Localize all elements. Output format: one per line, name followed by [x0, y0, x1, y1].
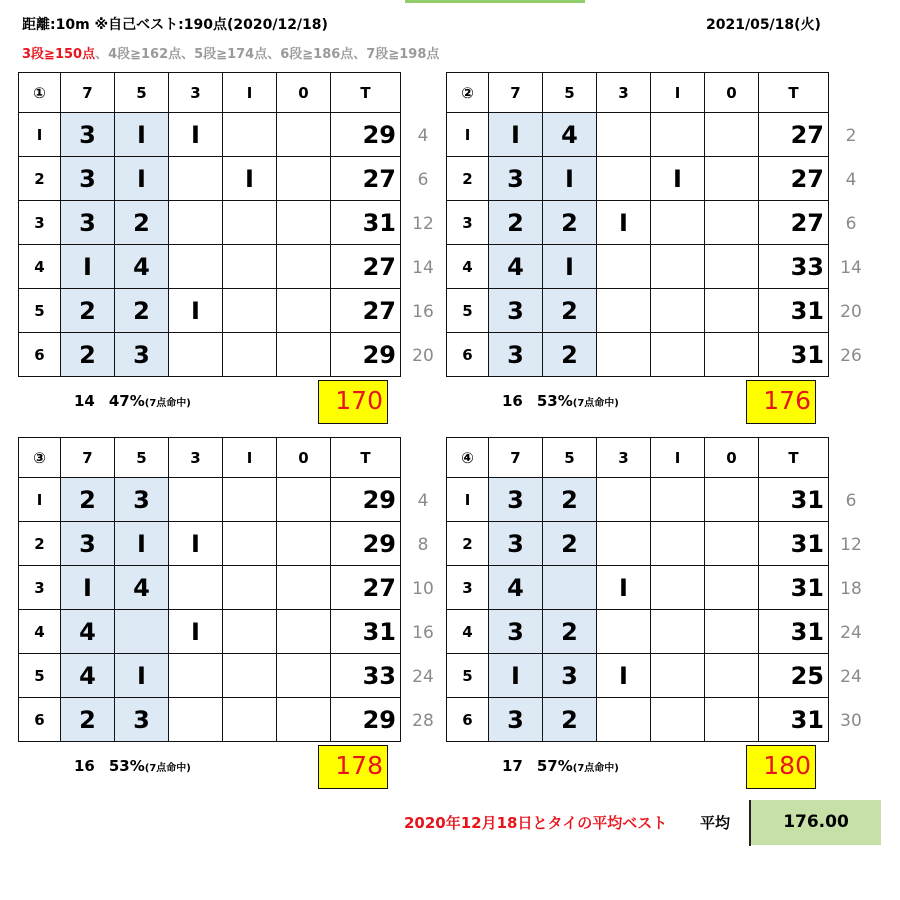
hit-stats: [502, 757, 619, 775]
end-number: 5: [447, 654, 489, 698]
tie-best-note: 2020年12月18日とタイの平均ベスト: [404, 814, 668, 832]
table-row: [447, 333, 829, 377]
cumulative-count: 26: [840, 346, 862, 366]
table-row: [447, 289, 829, 333]
hit-count-cell: [651, 566, 705, 610]
column-header: 5: [543, 438, 597, 478]
hit-count-cell: [705, 289, 759, 333]
hit-count-cell: [169, 201, 223, 245]
hit-count-cell: 3: [489, 522, 543, 566]
hit-count-cell: [597, 333, 651, 377]
column-header: 0: [277, 438, 331, 478]
hit-count-cell: [705, 113, 759, 157]
table-row: [19, 157, 401, 201]
end-number: 6: [447, 698, 489, 742]
hit-count-cell: [277, 522, 331, 566]
column-header: T: [759, 73, 829, 113]
seven-hit-count: 16: [502, 392, 523, 410]
average-value: 176.00: [751, 800, 881, 845]
hit-count-cell: I: [223, 157, 277, 201]
hit-count-cell: [651, 201, 705, 245]
end-total-cell: 27: [759, 157, 829, 201]
end-total-cell: 29: [331, 522, 401, 566]
cumulative-count: 6: [845, 214, 857, 234]
distance-best-info: 距離:10m ※自己ベスト:190点(2020/12/18): [22, 17, 328, 33]
hit-count-cell: I: [597, 201, 651, 245]
score-table: [446, 437, 829, 742]
end-total-cell: 31: [759, 698, 829, 742]
hit-count-cell: [705, 333, 759, 377]
hit-count-cell: [169, 566, 223, 610]
score-header-row: [447, 438, 829, 478]
round-total-score: 178: [318, 745, 388, 789]
seven-hit-note: (7点命中): [572, 398, 619, 409]
cumulative-count: 16: [412, 302, 434, 322]
hit-count-cell: I: [115, 113, 169, 157]
hit-count-cell: 3: [115, 478, 169, 522]
hit-count-cell: 3: [489, 610, 543, 654]
table-row: [19, 478, 401, 522]
cumulative-count: 14: [412, 258, 434, 278]
seven-hit-count: 17: [502, 757, 523, 775]
hit-count-cell: [277, 201, 331, 245]
column-header: 0: [277, 73, 331, 113]
hit-count-cell: [169, 654, 223, 698]
round-total-score: 180: [746, 745, 816, 789]
table-row: [447, 245, 829, 289]
end-total-cell: 31: [331, 610, 401, 654]
table-row: [447, 522, 829, 566]
cumulative-count: 20: [412, 346, 434, 366]
hit-count-cell: 3: [61, 113, 115, 157]
hit-count-cell: [651, 610, 705, 654]
table-row: [447, 113, 829, 157]
column-header: 7: [489, 438, 543, 478]
hit-count-cell: 2: [543, 522, 597, 566]
hit-count-cell: [651, 289, 705, 333]
hit-count-cell: 2: [61, 333, 115, 377]
session-date: 2021/05/18(火): [706, 17, 821, 33]
table-row: [19, 333, 401, 377]
hit-count-cell: 2: [543, 201, 597, 245]
score-table: [18, 72, 401, 377]
hit-count-cell: [277, 289, 331, 333]
column-header: I: [223, 438, 277, 478]
seven-hit-count: 16: [74, 757, 95, 775]
cumulative-count: 6: [845, 491, 857, 511]
end-total-cell: 31: [759, 289, 829, 333]
column-header: 7: [61, 73, 115, 113]
hit-count-cell: I: [115, 654, 169, 698]
cumulative-count: 12: [840, 535, 862, 555]
hit-count-cell: 3: [115, 333, 169, 377]
end-number: 2: [19, 522, 61, 566]
end-total-cell: 29: [331, 333, 401, 377]
cumulative-count: 18: [840, 579, 862, 599]
cumulative-count: 4: [417, 491, 429, 511]
hit-count-cell: [169, 698, 223, 742]
hit-count-cell: [223, 201, 277, 245]
score-header-row: [19, 438, 401, 478]
hit-count-cell: [705, 245, 759, 289]
end-number: I: [19, 478, 61, 522]
hit-count-cell: [705, 157, 759, 201]
cumulative-count: 20: [840, 302, 862, 322]
table-row: [19, 245, 401, 289]
hit-count-cell: [705, 566, 759, 610]
score-table: [18, 437, 401, 742]
hit-count-cell: I: [61, 566, 115, 610]
hit-count-cell: [597, 157, 651, 201]
end-number: 4: [447, 610, 489, 654]
hit-count-cell: [169, 478, 223, 522]
table-row: [19, 566, 401, 610]
hit-count-cell: I: [543, 245, 597, 289]
cumulative-count: 8: [417, 535, 429, 555]
hit-count-cell: 3: [489, 289, 543, 333]
column-header: 3: [169, 438, 223, 478]
end-total-cell: 29: [331, 478, 401, 522]
hit-count-cell: I: [169, 113, 223, 157]
cumulative-count: 2: [845, 126, 857, 146]
table-row: [447, 157, 829, 201]
hit-count-cell: I: [115, 157, 169, 201]
hit-count-cell: [651, 478, 705, 522]
hit-count-cell: 2: [61, 698, 115, 742]
end-total-cell: 31: [759, 478, 829, 522]
column-header: 3: [169, 73, 223, 113]
hit-count-cell: 2: [115, 289, 169, 333]
hit-count-cell: [277, 333, 331, 377]
hit-count-cell: I: [169, 289, 223, 333]
score-panel-3: [18, 437, 458, 787]
cumulative-count: 30: [840, 711, 862, 731]
column-header: 3: [597, 73, 651, 113]
hit-count-cell: I: [489, 113, 543, 157]
column-header: 0: [705, 73, 759, 113]
cumulative-count: 10: [412, 579, 434, 599]
hit-count-cell: 2: [543, 478, 597, 522]
hit-count-cell: [597, 610, 651, 654]
table-row: [447, 478, 829, 522]
end-total-cell: 27: [331, 157, 401, 201]
hit-count-cell: [597, 522, 651, 566]
end-number: I: [447, 478, 489, 522]
hit-count-cell: I: [61, 245, 115, 289]
table-row: [19, 289, 401, 333]
hit-stats: [74, 757, 191, 775]
average-label: 平均: [700, 814, 731, 832]
end-number: I: [447, 113, 489, 157]
hit-count-cell: [277, 610, 331, 654]
column-header: I: [223, 73, 277, 113]
end-number: 3: [19, 201, 61, 245]
table-row: [447, 610, 829, 654]
seven-hit-percent: 47%: [108, 392, 145, 410]
table-row: [447, 698, 829, 742]
hit-count-cell: [223, 698, 277, 742]
hit-count-cell: I: [115, 522, 169, 566]
end-total-cell: 27: [759, 201, 829, 245]
hit-count-cell: 3: [489, 478, 543, 522]
hit-count-cell: 2: [61, 478, 115, 522]
hit-stats: [502, 392, 619, 410]
end-total-cell: 31: [759, 333, 829, 377]
hit-count-cell: [651, 333, 705, 377]
rank-thresholds: [22, 43, 439, 62]
end-total-cell: 31: [331, 201, 401, 245]
seven-hit-note: (7点命中): [144, 398, 191, 409]
column-header: I: [651, 438, 705, 478]
hit-count-cell: I: [489, 654, 543, 698]
table-row: [447, 566, 829, 610]
hit-count-cell: 4: [61, 610, 115, 654]
rank-threshold-others: 、4段≧162点、5段≧174点、6段≧186点、7段≧198点: [95, 47, 440, 62]
hit-count-cell: [651, 113, 705, 157]
table-row: [19, 201, 401, 245]
hit-count-cell: [597, 289, 651, 333]
hit-count-cell: 4: [543, 113, 597, 157]
table-row: [19, 610, 401, 654]
end-number: 6: [19, 698, 61, 742]
seven-hit-percent: 57%: [536, 757, 573, 775]
hit-count-cell: [543, 566, 597, 610]
hit-count-cell: 4: [489, 245, 543, 289]
seven-hit-percent: 53%: [536, 392, 573, 410]
hit-count-cell: [169, 157, 223, 201]
cumulative-count: 6: [417, 170, 429, 190]
end-number: 4: [19, 245, 61, 289]
hit-count-cell: 3: [61, 201, 115, 245]
table-row: [19, 113, 401, 157]
hit-count-cell: 3: [115, 698, 169, 742]
hit-count-cell: 4: [115, 245, 169, 289]
hit-count-cell: [651, 654, 705, 698]
hit-count-cell: 3: [489, 698, 543, 742]
cumulative-count: 4: [845, 170, 857, 190]
hit-count-cell: [169, 245, 223, 289]
hit-count-cell: [705, 522, 759, 566]
end-total-cell: 31: [759, 522, 829, 566]
score-panel-1: [18, 72, 458, 422]
hit-count-cell: [223, 478, 277, 522]
round-label: ①: [19, 73, 61, 113]
end-number: 2: [447, 157, 489, 201]
score-panel-2: [446, 72, 886, 422]
seven-hit-note: (7点命中): [572, 763, 619, 774]
end-number: 3: [19, 566, 61, 610]
hit-count-cell: I: [543, 157, 597, 201]
table-row: [447, 654, 829, 698]
end-number: I: [19, 113, 61, 157]
hit-count-cell: I: [597, 654, 651, 698]
top-accent-line: [405, 0, 585, 3]
cumulative-count: 16: [412, 623, 434, 643]
hit-count-cell: 2: [543, 610, 597, 654]
hit-count-cell: [277, 654, 331, 698]
end-total-cell: 25: [759, 654, 829, 698]
end-number: 6: [19, 333, 61, 377]
end-number: 5: [19, 289, 61, 333]
end-total-cell: 27: [331, 245, 401, 289]
hit-count-cell: 4: [115, 566, 169, 610]
hit-count-cell: [651, 522, 705, 566]
end-number: 2: [447, 522, 489, 566]
seven-hit-note: (7点命中): [144, 763, 191, 774]
hit-count-cell: [597, 698, 651, 742]
hit-count-cell: 4: [61, 654, 115, 698]
hit-count-cell: 2: [543, 333, 597, 377]
score-header-row: [19, 73, 401, 113]
round-label: ④: [447, 438, 489, 478]
end-total-cell: 27: [759, 113, 829, 157]
cumulative-count: 24: [840, 667, 862, 687]
hit-count-cell: 4: [489, 566, 543, 610]
end-total-cell: 33: [759, 245, 829, 289]
hit-count-cell: [115, 610, 169, 654]
column-header: 5: [115, 438, 169, 478]
end-total-cell: 31: [759, 610, 829, 654]
hit-count-cell: I: [169, 522, 223, 566]
column-header: 7: [489, 73, 543, 113]
end-total-cell: 29: [331, 698, 401, 742]
end-number: 4: [447, 245, 489, 289]
rank-threshold-current: 3段≧150点: [22, 47, 96, 62]
cumulative-count: 28: [412, 711, 434, 731]
hit-count-cell: 2: [115, 201, 169, 245]
round-total-score: 170: [318, 380, 388, 424]
column-header: T: [331, 73, 401, 113]
table-row: [19, 654, 401, 698]
end-total-cell: 27: [331, 289, 401, 333]
hit-count-cell: [705, 478, 759, 522]
end-number: 4: [19, 610, 61, 654]
round-label: ③: [19, 438, 61, 478]
table-row: [19, 698, 401, 742]
end-number: 5: [19, 654, 61, 698]
hit-count-cell: [277, 566, 331, 610]
hit-count-cell: 3: [543, 654, 597, 698]
hit-count-cell: I: [651, 157, 705, 201]
end-number: 6: [447, 333, 489, 377]
end-total-cell: 29: [331, 113, 401, 157]
end-total-cell: 33: [331, 654, 401, 698]
hit-count-cell: 3: [489, 157, 543, 201]
hit-count-cell: 3: [61, 157, 115, 201]
hit-count-cell: [223, 610, 277, 654]
hit-count-cell: [223, 245, 277, 289]
column-header: 5: [115, 73, 169, 113]
hit-count-cell: I: [169, 610, 223, 654]
round-total-score: 176: [746, 380, 816, 424]
hit-count-cell: [705, 698, 759, 742]
column-header: 0: [705, 438, 759, 478]
hit-count-cell: [597, 113, 651, 157]
cumulative-count: 14: [840, 258, 862, 278]
hit-count-cell: 2: [543, 698, 597, 742]
hit-count-cell: [277, 245, 331, 289]
hit-count-cell: [705, 654, 759, 698]
hit-count-cell: [223, 654, 277, 698]
hit-count-cell: [223, 289, 277, 333]
cumulative-count: 24: [412, 667, 434, 687]
column-header: T: [759, 438, 829, 478]
score-header-row: [447, 73, 829, 113]
hit-count-cell: [223, 566, 277, 610]
seven-hit-percent: 53%: [108, 757, 145, 775]
score-table: [446, 72, 829, 377]
hit-count-cell: 2: [489, 201, 543, 245]
end-number: 5: [447, 289, 489, 333]
hit-count-cell: [277, 157, 331, 201]
round-label: ②: [447, 73, 489, 113]
column-header: 5: [543, 73, 597, 113]
hit-stats: [74, 392, 191, 410]
table-row: [19, 522, 401, 566]
cumulative-count: 12: [412, 214, 434, 234]
end-total-cell: 31: [759, 566, 829, 610]
table-row: [447, 201, 829, 245]
end-number: 2: [19, 157, 61, 201]
hit-count-cell: [705, 610, 759, 654]
column-header: 7: [61, 438, 115, 478]
hit-count-cell: [277, 478, 331, 522]
hit-count-cell: 3: [489, 333, 543, 377]
hit-count-cell: [169, 333, 223, 377]
score-panel-4: [446, 437, 886, 787]
end-number: 3: [447, 201, 489, 245]
hit-count-cell: [597, 245, 651, 289]
hit-count-cell: [223, 333, 277, 377]
seven-hit-count: 14: [74, 392, 95, 410]
hit-count-cell: 2: [543, 289, 597, 333]
hit-count-cell: [651, 698, 705, 742]
column-header: 3: [597, 438, 651, 478]
hit-count-cell: [705, 201, 759, 245]
cumulative-count: 4: [417, 126, 429, 146]
column-header: T: [331, 438, 401, 478]
end-total-cell: 27: [331, 566, 401, 610]
hit-count-cell: I: [597, 566, 651, 610]
hit-count-cell: [277, 698, 331, 742]
hit-count-cell: [223, 113, 277, 157]
end-number: 3: [447, 566, 489, 610]
hit-count-cell: [597, 478, 651, 522]
hit-count-cell: [651, 245, 705, 289]
hit-count-cell: [277, 113, 331, 157]
cumulative-count: 24: [840, 623, 862, 643]
hit-count-cell: [223, 522, 277, 566]
hit-count-cell: 3: [61, 522, 115, 566]
column-header: I: [651, 73, 705, 113]
hit-count-cell: 2: [61, 289, 115, 333]
